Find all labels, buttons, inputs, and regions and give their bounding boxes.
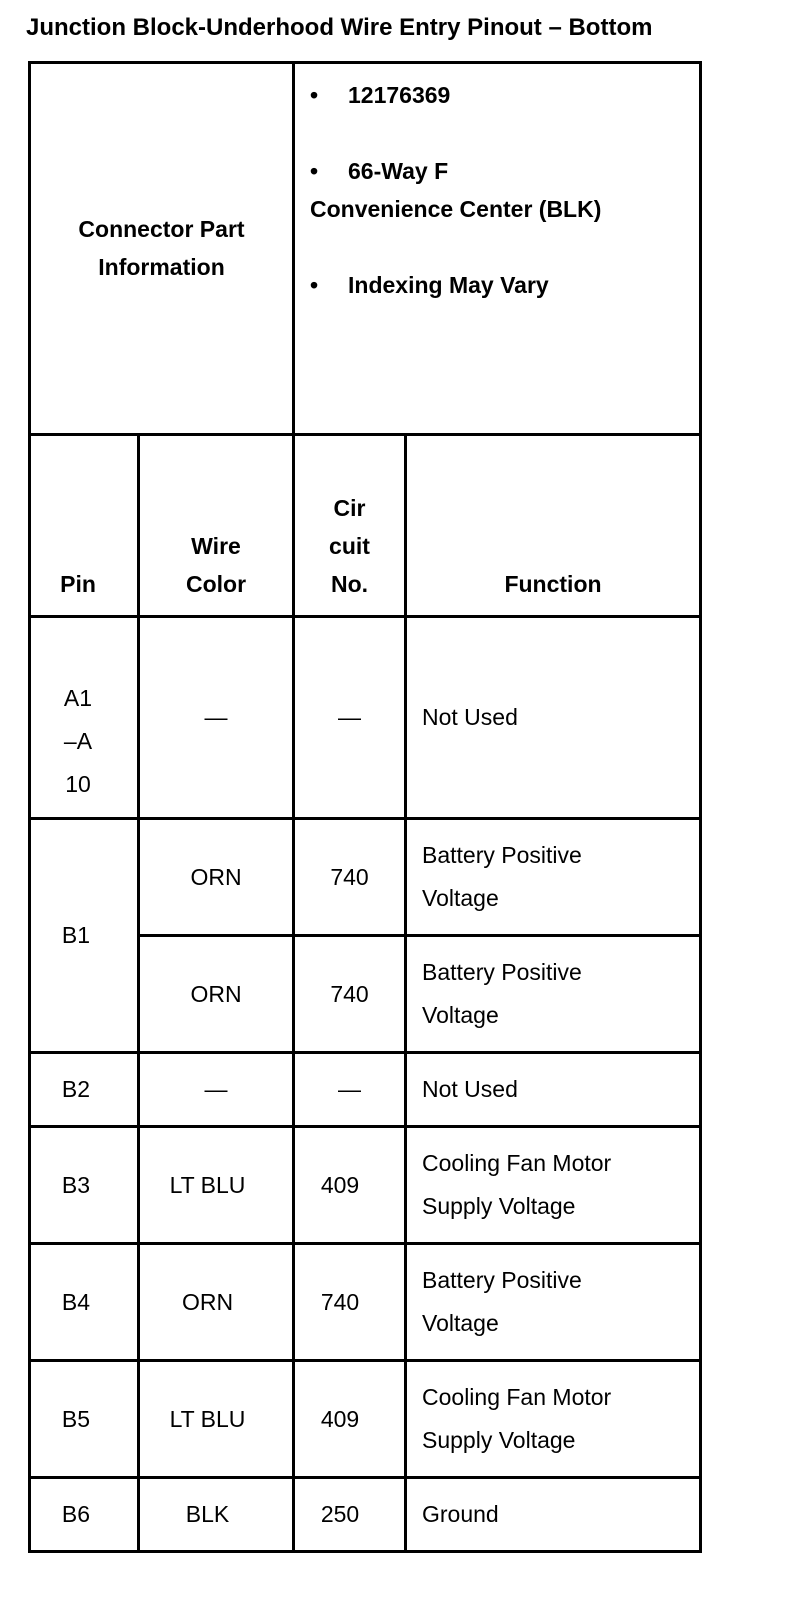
- connector-info-label-line1: Connector Part: [78, 216, 245, 242]
- function-cell: [422, 834, 582, 920]
- circuit-cell: 409: [320, 1172, 360, 1198]
- header-function: Function: [504, 571, 602, 597]
- wire-color-cell: BLK: [185, 1501, 230, 1527]
- function-cell: [422, 1259, 582, 1345]
- function-line: Battery Positive: [422, 842, 582, 868]
- pin-cell: B2: [61, 1076, 91, 1102]
- bullet-icon: •: [310, 272, 319, 298]
- function-line: Battery Positive: [422, 1267, 582, 1293]
- function-line: Cooling Fan Motor: [422, 1384, 612, 1410]
- pin-cell: B4: [61, 1289, 91, 1315]
- connector-description: Convenience Center (BLK): [310, 196, 602, 222]
- pin-line: A1: [63, 685, 93, 711]
- function-cell: [422, 1376, 611, 1462]
- function-cell: [422, 951, 582, 1037]
- wire-color-cell: ORN: [181, 1289, 234, 1315]
- function-line: Voltage: [422, 1002, 499, 1028]
- circuit-cell: 740: [320, 1289, 360, 1315]
- header-circuit-line2: cuit: [329, 533, 370, 559]
- header-pin: Pin: [60, 571, 96, 597]
- wire-color-cell: —: [204, 704, 228, 730]
- connector-type: 66-Way F: [348, 158, 449, 184]
- circuit-cell: —: [338, 1076, 361, 1102]
- function-line: Cooling Fan Motor: [422, 1150, 612, 1176]
- function-line: Supply Voltage: [422, 1427, 576, 1453]
- bullet-icon: •: [310, 158, 319, 184]
- pin-line: –A: [63, 728, 93, 754]
- pin-cell: B5: [61, 1406, 91, 1432]
- bullet-icon: •: [310, 82, 319, 108]
- pin-cell: B3: [61, 1172, 91, 1198]
- function-cell: [422, 1142, 611, 1228]
- circuit-cell: 740: [330, 981, 369, 1007]
- circuit-cell: 250: [320, 1501, 360, 1527]
- circuit-cell: —: [338, 704, 361, 730]
- wire-color-cell: ORN: [190, 864, 242, 890]
- function-cell: Not Used: [422, 1076, 518, 1102]
- page-title: Junction Block-Underhood Wire Entry Pinout – Bottom: [26, 14, 653, 41]
- header-circuit-line1: Cir: [333, 495, 366, 521]
- indexing-note: Indexing May Vary: [348, 272, 549, 298]
- function-line: Battery Positive: [422, 959, 582, 985]
- connector-info-label: [31, 210, 292, 286]
- circuit-cell: 740: [330, 864, 369, 890]
- part-number: 12176369: [348, 82, 451, 108]
- header-wire-color-line1: Wire: [191, 533, 241, 559]
- wire-color-cell: —: [204, 1076, 228, 1102]
- pin-cell: [31, 677, 125, 806]
- pin-line: 10: [65, 771, 91, 797]
- function-cell: Ground: [422, 1501, 499, 1527]
- header-wire-color: [140, 527, 292, 603]
- header-wire-color-line2: Color: [185, 571, 247, 597]
- function-cell: Not Used: [422, 704, 518, 730]
- wire-color-cell: ORN: [190, 981, 242, 1007]
- function-line: Voltage: [422, 885, 499, 911]
- wire-color-cell: LT BLU: [169, 1406, 246, 1432]
- connector-info-label-line2: Information: [98, 254, 225, 280]
- pin-cell: B1: [61, 922, 91, 948]
- header-circuit-line3: No.: [330, 571, 369, 597]
- function-line: Voltage: [422, 1310, 499, 1336]
- wire-color-cell: LT BLU: [169, 1172, 246, 1198]
- circuit-cell: 409: [320, 1406, 360, 1432]
- header-circuit-no: [295, 489, 404, 603]
- function-line: Supply Voltage: [422, 1193, 576, 1219]
- pin-cell: B6: [61, 1501, 91, 1527]
